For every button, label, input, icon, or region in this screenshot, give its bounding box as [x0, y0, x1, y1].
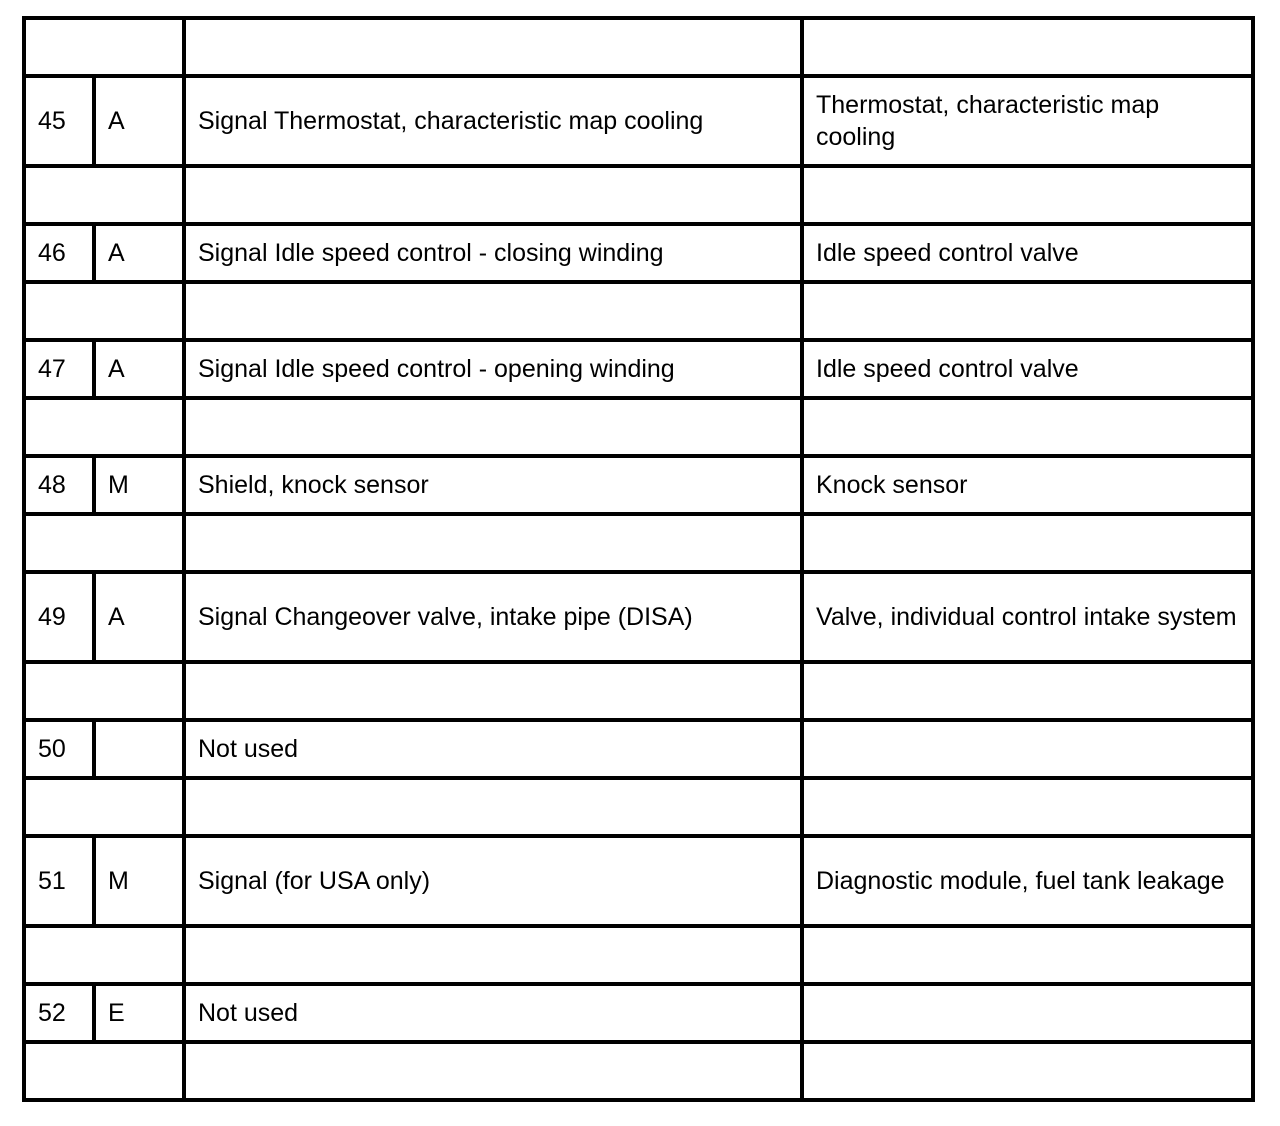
signal-description: Signal Thermostat, characteristic map cooling — [184, 76, 802, 166]
component-name: Valve, individual control intake system — [802, 572, 1253, 662]
component-name: Thermostat, characteristic map cooling — [802, 76, 1253, 166]
table-row — [24, 224, 1253, 282]
component-name: Idle speed control valve — [802, 340, 1253, 398]
table-row — [24, 456, 1253, 514]
spacer-row — [24, 514, 1253, 572]
spacer-cell — [802, 1042, 1253, 1100]
spacer-cell — [24, 398, 184, 456]
table-row — [24, 984, 1253, 1042]
spacer-cell — [802, 514, 1253, 572]
signal-description: Signal (for USA only) — [184, 836, 802, 926]
spacer-cell — [184, 1042, 802, 1100]
signal-type: A — [94, 340, 184, 398]
spacer-cell — [802, 166, 1253, 224]
signal-type: E — [94, 984, 184, 1042]
signal-description: Not used — [184, 720, 802, 778]
signal-type: M — [94, 456, 184, 514]
component-name: Knock sensor — [802, 456, 1253, 514]
spacer-cell — [184, 18, 802, 76]
spacer-row — [24, 1042, 1253, 1100]
component-name: Idle speed control valve — [802, 224, 1253, 282]
spacer-cell — [24, 926, 184, 984]
spacer-cell — [24, 18, 184, 76]
spacer-cell — [184, 514, 802, 572]
spacer-cell — [802, 662, 1253, 720]
signal-type: A — [94, 224, 184, 282]
pin-number: 51 — [24, 836, 94, 926]
pin-number: 48 — [24, 456, 94, 514]
table-row — [24, 836, 1253, 926]
spacer-cell — [184, 282, 802, 340]
spacer-cell — [184, 778, 802, 836]
signal-description: Signal Changeover valve, intake pipe (DISA) — [184, 572, 802, 662]
spacer-cell — [24, 166, 184, 224]
signal-type: A — [94, 76, 184, 166]
pin-number: 46 — [24, 224, 94, 282]
signal-type: A — [94, 572, 184, 662]
signal-description: Shield, knock sensor — [184, 456, 802, 514]
spacer-row — [24, 398, 1253, 456]
pin-number: 45 — [24, 76, 94, 166]
table-row — [24, 572, 1253, 662]
spacer-cell — [24, 662, 184, 720]
table-row — [24, 720, 1253, 778]
pin-number: 47 — [24, 340, 94, 398]
spacer-cell — [802, 926, 1253, 984]
spacer-cell — [802, 398, 1253, 456]
component-name — [802, 984, 1253, 1042]
spacer-cell — [24, 1042, 184, 1100]
spacer-cell — [24, 514, 184, 572]
spacer-cell — [802, 18, 1253, 76]
pin-assignment-table — [22, 16, 1255, 1102]
table-row — [24, 76, 1253, 166]
signal-type: M — [94, 836, 184, 926]
spacer-cell — [184, 398, 802, 456]
component-name: Diagnostic module, fuel tank leakage — [802, 836, 1253, 926]
pin-number: 52 — [24, 984, 94, 1042]
signal-type — [94, 720, 184, 778]
spacer-row — [24, 282, 1253, 340]
spacer-row — [24, 778, 1253, 836]
spacer-row — [24, 662, 1253, 720]
pin-number: 50 — [24, 720, 94, 778]
signal-description: Signal Idle speed control - closing winding — [184, 224, 802, 282]
spacer-cell — [802, 778, 1253, 836]
spacer-cell — [24, 282, 184, 340]
spacer-cell — [184, 166, 802, 224]
spacer-row — [24, 926, 1253, 984]
spacer-cell — [24, 778, 184, 836]
spacer-row — [24, 166, 1253, 224]
component-name — [802, 720, 1253, 778]
signal-description: Signal Idle speed control - opening winding — [184, 340, 802, 398]
table-row — [24, 340, 1253, 398]
signal-description: Not used — [184, 984, 802, 1042]
spacer-row — [24, 18, 1253, 76]
spacer-cell — [184, 662, 802, 720]
spacer-cell — [802, 282, 1253, 340]
pin-number: 49 — [24, 572, 94, 662]
spacer-cell — [184, 926, 802, 984]
